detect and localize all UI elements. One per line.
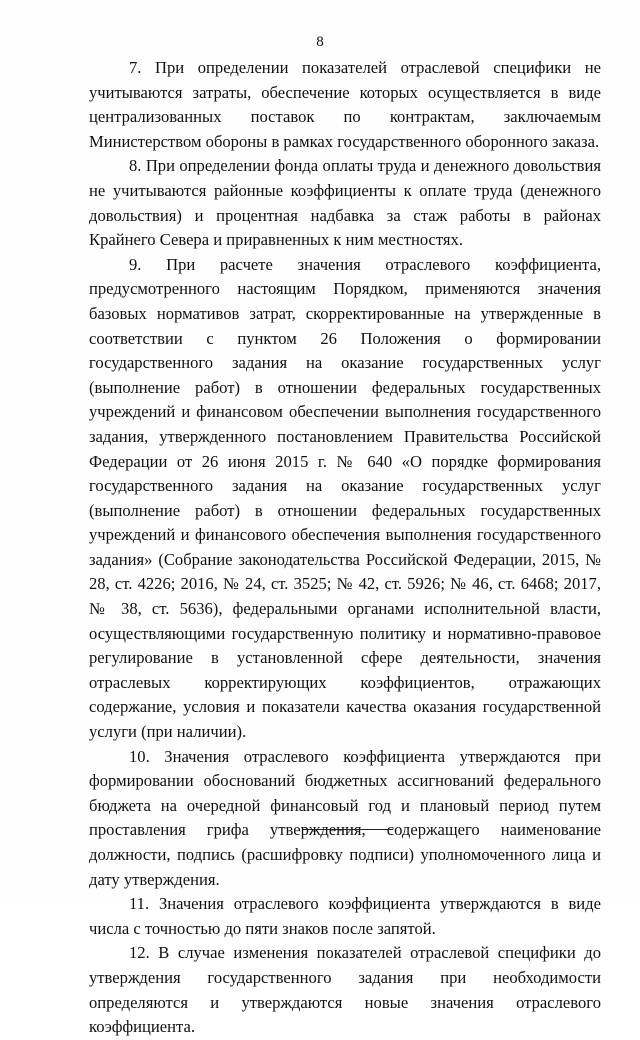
paragraph-7: 7. При определении показателей отраслевой специфики не учитываются затраты, обеспечение которых осуществляется в виде централизованных поставок по контрактам, заключаемым Министерством обороны в рамках государственного оборонного заказа.: [89, 58, 601, 151]
end-separator-line: [303, 829, 393, 830]
paragraph-8: 8. При определении фонда оплаты труда и денежного довольствия не учитываются районные коэффициенты к оплате труда (денежного довольствия) и процентная надбавка за стаж работы в районах Крайнего Севера и приравненных к ним местностях.: [89, 156, 601, 250]
paragraph-12: 12. В случае изменения показателей отраслевой специфики до утверждения государственного задания при необходимости определяются и утверждаются новые значения отраслевого коэффициента.: [89, 943, 601, 1037]
paragraph-10: 10. Значения отраслевого коэффициента утверждаются при формировании обоснований бюджетных ассигнований федерального бюджета на очередной финансовый год и плановый период путем проставления грифа утверждения, содержащего наименование должности, подпись (расшифровку подписи) уполномоченного лица и дату утверждения.: [89, 746, 601, 889]
page-number: 8: [316, 34, 324, 50]
paragraph-11: 11. Значения отраслевого коэффициента утверждаются в виде числа с точностью до пяти знаков после запятой.: [89, 894, 601, 938]
paragraph-9: 9. При расчете значения отраслевого коэффициента, предусмотренного настоящим Порядком, применяются значения базовых нормативов затрат, скорректированные на утвержденные в соответствии с пунктом 26 Положения о формировании государственного задания на оказание государственных услуг (выполнение работ) в отношении федеральных государственных учреждений и финансовом обеспечении выполнения государственного задания, утвержденного постановлением Правительства Российской Федерации от 26 июня 2015 г. № 640 «О порядке формирования государственного задания на оказание государственных услуг (выполнение работ) в отношении федеральных государственных учреждений и финансового обеспечения выполнения государственного задания» (Собрание законодательства Российской Федерации, 2015, № 28, ст. 4226; 2016, № 24, ст. 3525; № 42, ст. 5926; № 46, ст. 6468; 2017, № 38, ст. 5636), федеральными органами исполнительной власти, осуществляющими государственную политику и нормативно-правовое регулирование в установленной сфере деятельности, значения отраслевых корректирующих коэффициентов, отражающих содержание, условия и показатели качества оказания государственной услуги (при наличии).: [89, 254, 601, 742]
document-body: [89, 56, 601, 1040]
